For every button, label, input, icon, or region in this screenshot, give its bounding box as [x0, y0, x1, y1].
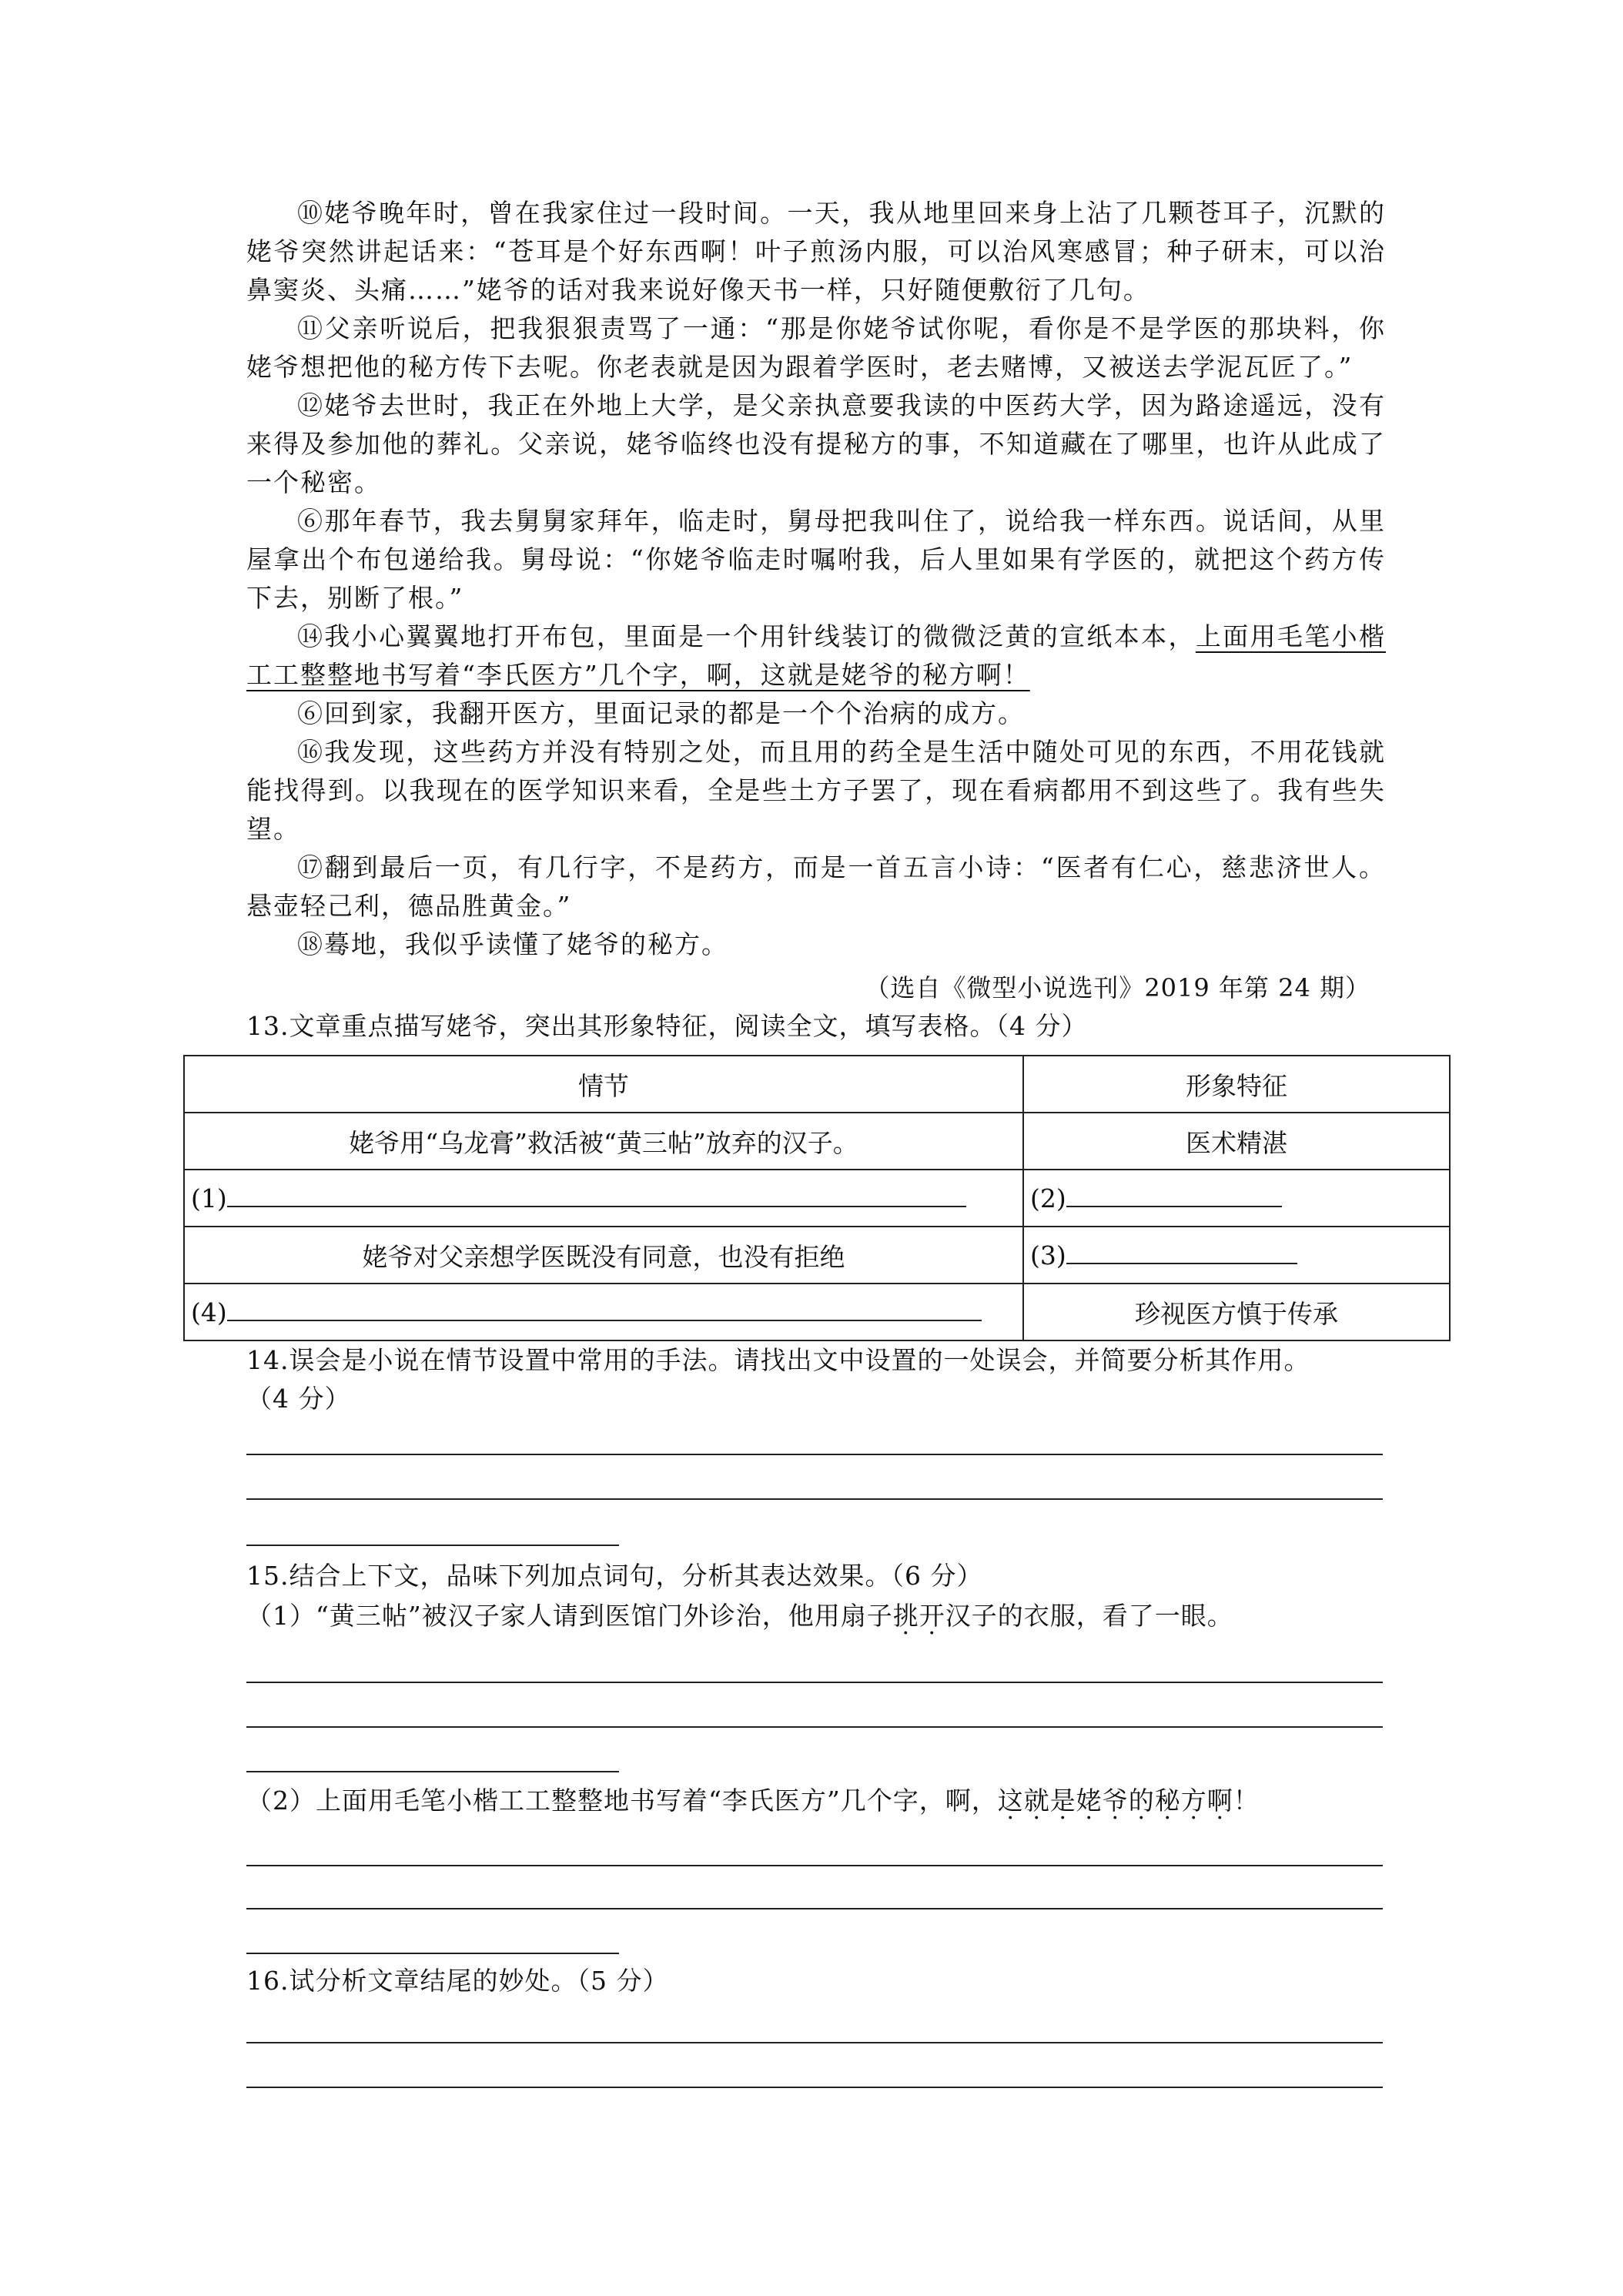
question-14 [246, 1341, 1401, 1418]
header-feature: 形象特征 [1023, 1056, 1450, 1113]
plot-blank-cell[interactable] [184, 1284, 1023, 1340]
answer-line[interactable] [246, 1498, 1383, 1500]
emphasis-char: 挑 [892, 1601, 919, 1631]
paragraph-10: ⑩姥爷晚年时，曾在我家住过一段时间。一天，我从地里回来身上沾了几颗苍耳子，沉默的姥爷突然讲起话来：“苍耳是个好东西啊！叶子煎汤内服，可以治风寒感冒；种子研末，可以治鼻窦炎、头痛……”姥爷的话对我来说好像天书一样，只好随便敷衍了几句。 [246, 198, 1386, 305]
blank-label: (4) [191, 1297, 227, 1327]
answer-line[interactable] [246, 1454, 1383, 1455]
feature-cell: 珍视医方慎于传承 [1023, 1284, 1450, 1340]
answer-line[interactable] [246, 1908, 1383, 1909]
plot-blank-cell[interactable] [184, 1170, 1023, 1227]
passage [246, 194, 1386, 1046]
question-14-text: 14.误会是小说在情节设置中常用的手法。请找出文中设置的一处误会，并简要分析其作用。 [246, 1345, 1310, 1375]
paragraph-14 [246, 618, 1386, 694]
paragraph-18: ⑱蓦地，我似乎读懂了姥爷的秘方。 [297, 929, 728, 959]
emphasis-char: 开 [919, 1601, 945, 1631]
question-15: 15.结合上下文，品味下列加点词句，分析其表达效果。（6 分） [246, 1561, 983, 1591]
answer-line[interactable] [246, 1726, 1383, 1728]
answer-line[interactable] [246, 1771, 619, 1772]
answer-line[interactable] [246, 1865, 1383, 1866]
emphasis-char: 方 [1180, 1786, 1207, 1816]
emphasis-char: 爷 [1102, 1786, 1129, 1816]
paragraph-13: ⑥那年春节，我去舅舅家拜年，临走时，舅母把我叫住了，说给我一样东西。说话间，从里屋拿出个布包递给我。舅母说：“你姥爷临走时嘱咐我，后人里如果有学医的，就把这个药方传下去，别断了根。” [246, 506, 1386, 613]
blank-label: (3) [1030, 1240, 1066, 1270]
feature-blank-cell[interactable] [1023, 1227, 1450, 1284]
emphasis-char: 秘 [1154, 1786, 1181, 1816]
answer-line[interactable] [227, 1183, 966, 1207]
item-1-text: （1）“黄三帖”被汉子家人请到医馆门外诊治，他用扇子 [246, 1601, 893, 1631]
plot-cell: 姥爷对父亲想学医既没有同意，也没有拒绝 [184, 1227, 1023, 1284]
emphasis-char: 这 [997, 1786, 1024, 1816]
plot-cell: 姥爷用“乌龙膏”救活被“黄三帖”放弃的汉子。 [184, 1113, 1023, 1170]
underlined-sentence: 上面用毛笔小楷工工整整地书写着“李氏医方”几个字，啊，这就是姥爷的秘方啊！ [246, 621, 1387, 690]
paragraph-17: ⑰翻到最后一页，有几行字，不是药方，而是一首五言小诗：“医者有仁心，慈悲济世人。悬壶轻己利，德品胜黄金。” [246, 852, 1386, 921]
answer-line[interactable] [246, 1545, 619, 1546]
emphasis-char: 的 [1128, 1786, 1155, 1816]
blank-label: (2) [1030, 1183, 1066, 1213]
question-14-score: （4 分） [246, 1384, 351, 1414]
emphasis-char: 姥 [1076, 1786, 1103, 1816]
item-1-text-end: 汉子的衣服，看了一眼。 [945, 1601, 1233, 1631]
question-15-item-1 [246, 1597, 1401, 1635]
table-row [184, 1113, 1450, 1170]
table-row [184, 1284, 1450, 1340]
paragraph-12: ⑫姥爷去世时，我正在外地上大学，是父亲执意要我读的中医药大学，因为路途遥远，没有来得及参加他的葬礼。父亲说，姥爷临终也没有提秘方的事，不知道藏在了哪里，也许从此成了一个秘密。 [246, 390, 1386, 497]
character-table [183, 1055, 1451, 1341]
emphasis-char: 就 [1023, 1786, 1050, 1816]
answer-line[interactable] [1066, 1240, 1297, 1264]
question-16: 16.试分析文章结尾的妙处。（5 分） [246, 1966, 669, 1996]
emphasis-char: 是 [1049, 1786, 1076, 1816]
table-row [184, 1170, 1450, 1227]
emphasis-char: 啊 [1206, 1786, 1233, 1816]
question-13: 13.文章重点描写姥爷，突出其形象特征，阅读全文，填写表格。（4 分） [246, 1011, 1088, 1041]
answer-line[interactable] [1066, 1183, 1282, 1207]
source-citation: （选自《微型小说选刊》2019 年第 24 期） [865, 973, 1370, 1002]
dotted-word [893, 1601, 945, 1631]
answer-line[interactable] [246, 2087, 1383, 2088]
answer-line[interactable] [246, 1953, 619, 1954]
answer-line[interactable] [227, 1297, 982, 1321]
answer-line[interactable] [246, 1682, 1383, 1683]
question-15-item-2 [246, 1782, 1401, 1820]
feature-cell: 医术精湛 [1023, 1113, 1450, 1170]
dotted-phrase [998, 1786, 1233, 1816]
table-row [184, 1227, 1450, 1284]
header-plot: 情节 [184, 1056, 1023, 1113]
table-header-row [184, 1056, 1450, 1113]
paragraph-14-text: ⑭我小心翼翼地打开布包，里面是一个用针线装订的微微泛黄的宣纸本本， [297, 621, 1196, 651]
item-2-text: （2）上面用毛笔小楷工工整整地书写着“李氏医方”几个字，啊， [246, 1786, 998, 1816]
paragraph-16: ⑯我发现，这些药方并没有特别之处，而且用的药全是生活中随处可见的东西，不用花钱就能找得到。以我现在的医学知识来看，全是些土方子罢了，现在看病都用不到这些了。我有些失望。 [246, 737, 1386, 844]
paragraph-15: ⑥回到家，我翻开医方，里面记录的都是一个个治病的成方。 [297, 698, 1025, 728]
blank-label: (1) [191, 1183, 227, 1213]
item-2-text-end: ！ [1233, 1786, 1260, 1816]
feature-blank-cell[interactable] [1023, 1170, 1450, 1227]
answer-line[interactable] [246, 2042, 1383, 2043]
paragraph-11: ⑪父亲听说后，把我狠狠责骂了一通：“那是你姥爷试你呢，看你是不是学医的那块料，你姥爷想把他的秘方传下去呢。你老表就是因为跟着学医时，老去赌博，又被送去学泥瓦匠了。” [246, 313, 1386, 382]
